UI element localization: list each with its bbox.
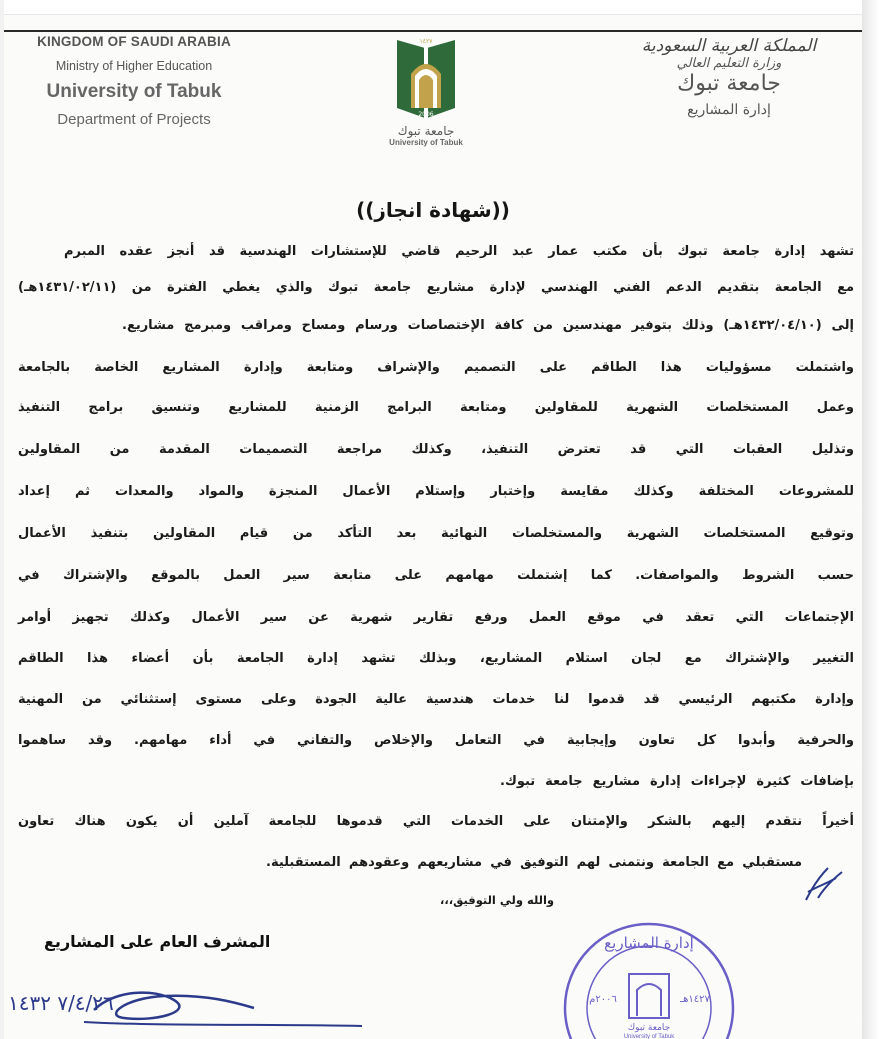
logo-name-en: University of Tabuk: [389, 138, 463, 147]
initials-signature: [798, 858, 848, 908]
country-en: KINGDOM OF SAUDI ARABIA: [37, 34, 231, 49]
body-line-6: وتذليل العقبات التي قد تعترض التنفيذ، وكذلك مراجعة التصميمات المقدمة من المقاولين: [18, 442, 854, 457]
svg-text:١٤٢٧هـ: ١٤٢٧هـ: [680, 994, 710, 1005]
signatory-title: المشرف العام على المشاريع: [44, 932, 271, 951]
university-ar: جامعة تبوك: [677, 71, 781, 96]
university-logo: [381, 34, 471, 147]
page-edge-shadow: [862, 0, 879, 1039]
university-en: University of Tabuk: [46, 81, 222, 102]
body-line-16: مستقبلي مع الجامعة ونتمنى لهم التوفيق في مشاريعهم وعقودهم المستقبلية.: [266, 855, 802, 870]
ministry-ar: وزارة التعليم العالي: [676, 56, 782, 71]
body-line-14: بإضافات كثيرة لإجراءات إدارة مشاريع جامعة تبوك.: [500, 774, 854, 789]
closing-phrase: والله ولي التوفيق،،،: [440, 893, 555, 907]
department-ar: إدارة المشاريع: [687, 102, 771, 118]
svg-text:2006: 2006: [418, 111, 434, 118]
logo-name-ar: جامعة تبوك: [397, 124, 455, 138]
svg-text:جامعة تبوك: جامعة تبوك: [627, 1023, 671, 1033]
body-line-3: إلى (١٤٣٢/٠٤/١٠هـ) وذلك بتوفير مهندسين من كافة الإختصاصات ورسام ومساح ومراقب ومبرمج مشاريع.: [122, 318, 854, 333]
english-header: [24, 32, 244, 128]
body-line-12: وإدارة مكتبهم الرئيسي قد قدموا لنا خدمات هندسية عالية الجودة وعلى مستوى إستثنائي من المهنية: [18, 692, 854, 707]
svg-text:١٤٢٧: ١٤٢٧: [419, 38, 433, 45]
official-stamp: [557, 912, 737, 1039]
arabic-header: [614, 36, 844, 118]
svg-text:٢٠٠٦م: ٢٠٠٦م: [589, 994, 617, 1005]
body-line-11: التغيير والإشتراك مع لجان استلام المشاريع، وبذلك تشهد إدارة الجامعة بأن أعضاء هذا الطاقم: [18, 651, 854, 666]
department-en: Department of Projects: [57, 111, 211, 128]
body-line-15: أخيراً نتقدم إليهم بالشكر والإمتنان على الخدمات التي قدموها للجامعة آملين أن يكون هناك تعاون: [18, 814, 854, 829]
country-ar: المملكة العربية السعودية: [641, 36, 817, 56]
body-line-4: واشتملت مسؤوليات هذا الطاقم على التصميم والإشراف ومتابعة وإدارة المشاريع الخاصة بالجامعة: [18, 360, 854, 375]
svg-text:إدارة المشاريع: إدارة المشاريع: [604, 934, 694, 952]
page-top-edge: [4, 0, 862, 15]
logo-emblem-icon: [391, 34, 461, 122]
body-line-8: وتوقيع المستخلصات الشهرية والمستخلصات النهائية بعد التأكد من قيام المقاولين بتنفيذ الأعمال: [18, 526, 854, 541]
handwritten-signature: [4, 978, 364, 1039]
body-line-5: وعمل المستخلصات الشهرية للمقاولين ومتابعة البرامج الزمنية للمشاريع وتنسيق برامج التنفيذ: [18, 400, 854, 415]
certificate-title: ((شهادة انجاز)): [356, 198, 510, 222]
svg-text:٧/٤/٢٦ ١٤٣٢: ٧/٤/٢٦ ١٤٣٢: [8, 991, 114, 1015]
svg-text:University of Tabuk: University of Tabuk: [623, 1034, 675, 1039]
body-line-10: الإجتماعات التي تعقد في موقع العمل ورفع تقارير شهرية عن سير الأعمال وكذلك تجهيز أوامر: [18, 610, 854, 625]
ministry-en: Ministry of Higher Education: [55, 59, 213, 73]
body-line-9: حسب الشروط والمواصفات. كما إشتملت مهامهم على متابعة سير العمل بالموقع والإشتراك في: [18, 568, 854, 583]
document-page: [4, 0, 862, 1039]
body-line-7: للمشروعات المختلفة وكذلك مقايسة وإختبار وإستلام الأعمال المنجزة والمواد والمعدات ثم إعداد: [18, 484, 854, 499]
body-line-2: مع الجامعة بتقديم الدعم الفني الهندسي لإدارة مشاريع جامعة تبوك والذي يغطي الفترة من (١٤٣١/٠٢/١١هـ): [18, 280, 854, 295]
body-line-1: تشهد إدارة جامعة تبوك بأن مكتب عمار عبد الرحيم قاضي للإستشارات الهندسية قد أنجز عقده المبرم: [64, 244, 854, 259]
body-line-13: والحرفية وأبدوا كل تعاون وإيجابية في التعامل والإخلاص والتفاني في أداء مهامهم. وقد ساهموا: [18, 733, 854, 748]
